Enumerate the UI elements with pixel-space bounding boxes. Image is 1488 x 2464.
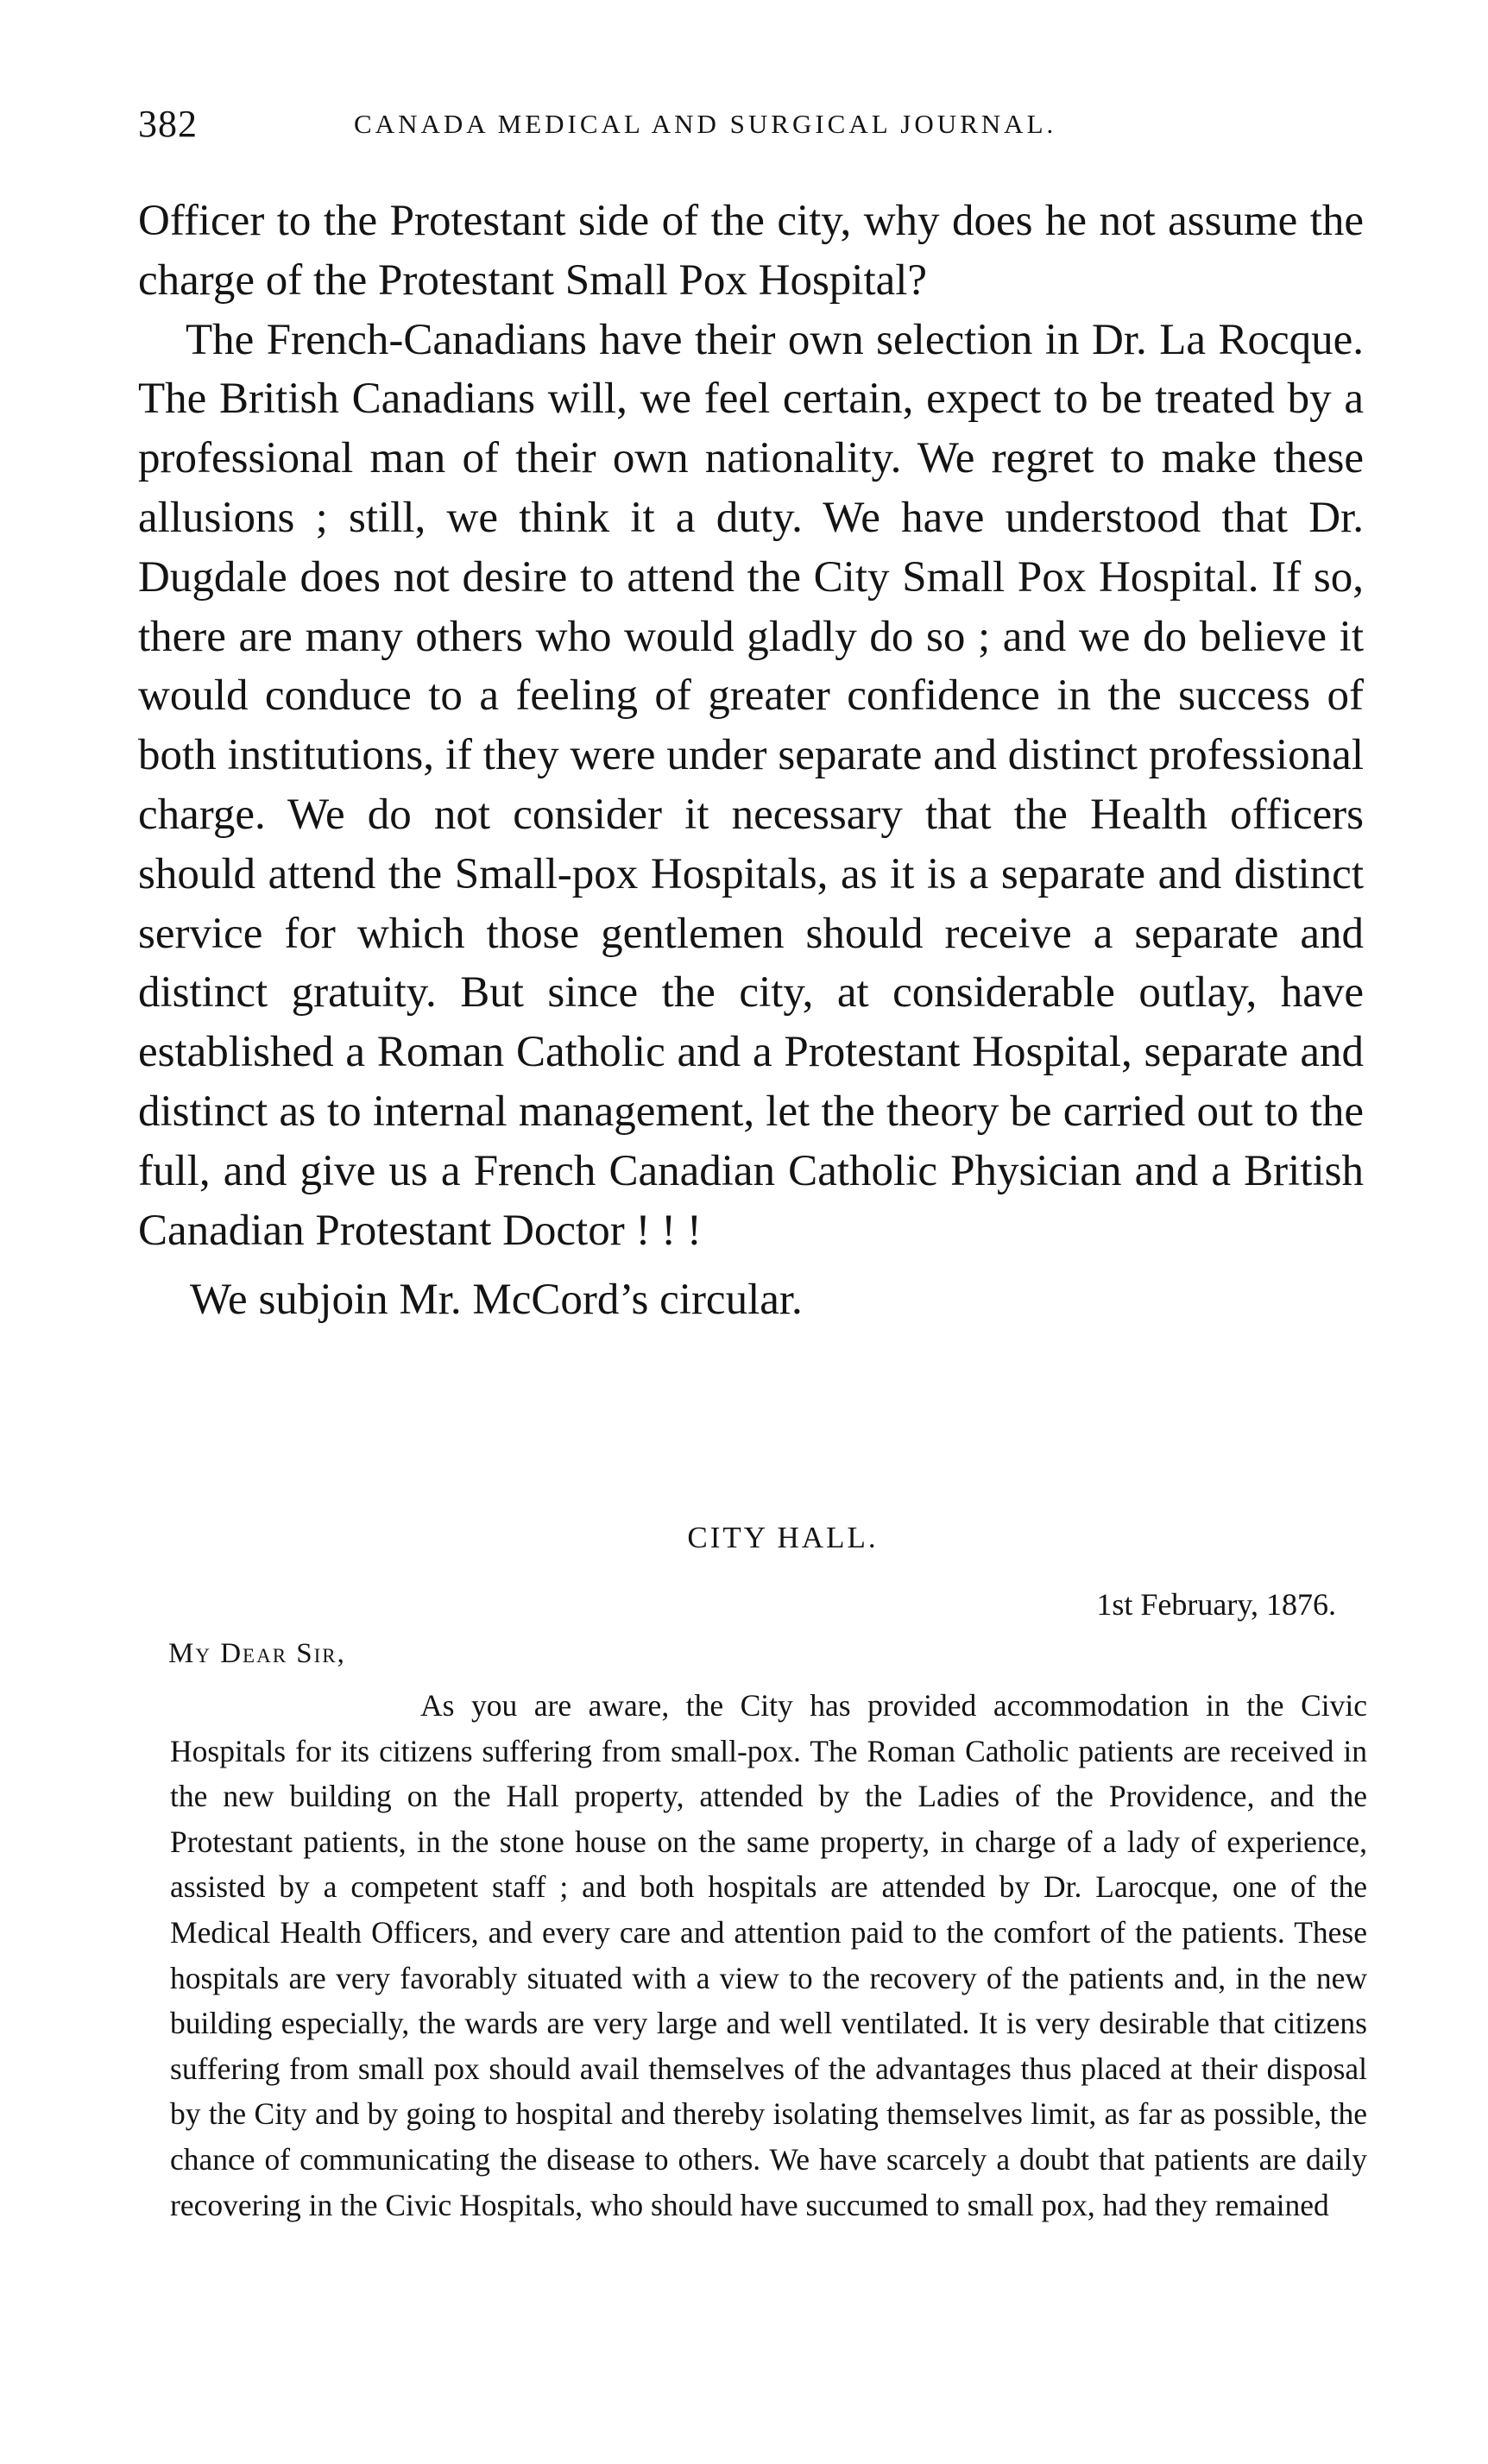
letter-date: 1st February, 1876. <box>1096 1587 1336 1622</box>
running-head <box>138 102 1364 154</box>
subjoin-line: We subjoin Mr. McCord’s circular. <box>190 1276 803 1325</box>
journal-title: CANADA MEDICAL AND SURGICAL JOURNAL. <box>354 109 1057 139</box>
article-body <box>138 192 1364 1330</box>
letter-heading: CITY HALL. <box>687 1521 879 1554</box>
letter-heading-row <box>0 1521 1488 1555</box>
paragraph-continuation: Officer to the Protestant side of the city, why does he not assume the charge of the Protestant Small Pox Hospital? <box>138 197 1364 305</box>
letter-body: As you are aware, the City has provided accommodation in the Civic Hospitals for its citizens suffering from small-pox. The Roman Catholic patients are received in the new building on the Hall property, attended by the Ladies of the Providence, and the Protestant patients, in the stone house on the same property, in charge of a lady of experience, assisted by a competent staff ; and both hospitals are attended by Dr. Larocque, one of the Medical Health Officers, and every care and attention paid to the comfort of the patients. These hospitals are very favorably situated with a view to the recovery of the patients and, in the new building especially, the wards are very large and well ventilated. It is very desirable that citizens suffering from small pox should avail themselves of the advantages thus placed at their disposal by the City and by going to hospital and thereby isolating themselves limit, as far as possible, the chance of communicating the disease to others. We have scarcely a doubt that patients are daily recovering in the Civic Hospitals, who should have succumed to small pox, had they remained <box>170 1688 1367 2222</box>
page-number: 382 <box>138 103 198 145</box>
letter-salutation: My Dear Sir, <box>168 1638 346 1669</box>
paragraph-main: The French-Canadians have their own selection in Dr. La Rocque. The British Canadians will, we feel certain, expect to be treated by a professional man of their own nationality. We regret to make these allusions ; still, we think it a duty. We have understood that Dr. Dugdale does not desire to attend the City Small Pox Hospital. If so, there are many others who would gladly do so ; and we do believe it would conduce to a feeling of greater confidence in the success of both institutions, if they were under separate and distinct professional charge. We do not consider it necessary that the Health officers should attend the Small-pox Hospitals, as it is a separate and distinct service for which those gentlemen should receive a separate and distinct gratuity. But since the city, at considerable outlay, have established a Roman Catholic and a Protestant Hospital, separate and distinct as to internal management, let the theory be carried out to the full, and give us a French Canadian Catholic Physician and a British Canadian Protestant Doctor ! ! ! <box>138 315 1364 1255</box>
